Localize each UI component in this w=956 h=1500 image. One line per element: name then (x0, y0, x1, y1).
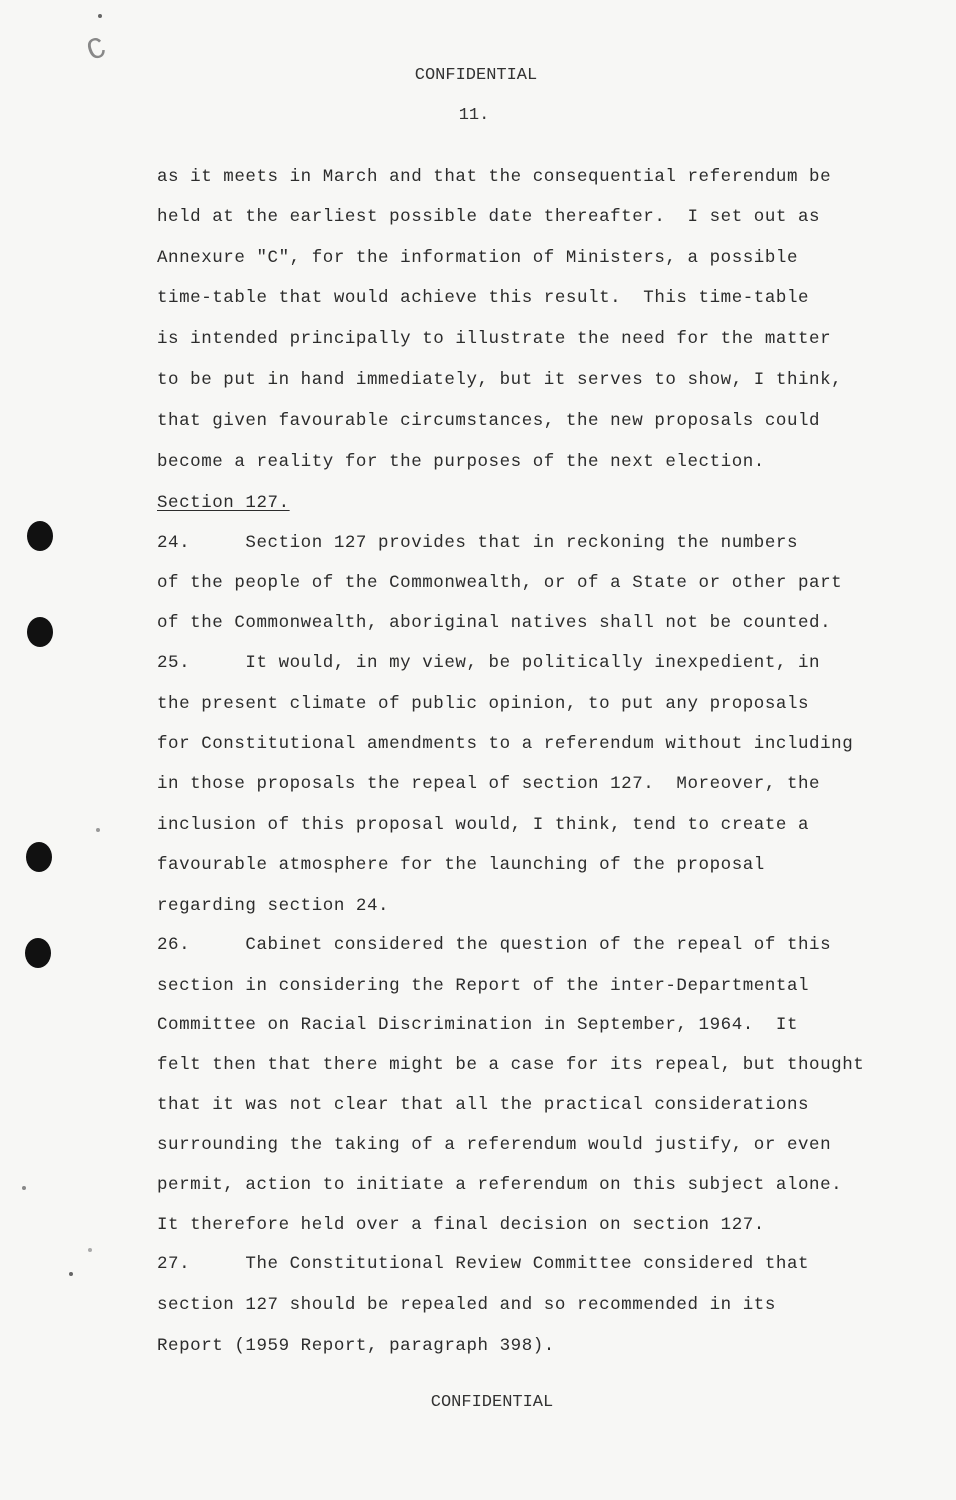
punch-hole (26, 842, 52, 872)
text-line: regarding section 24. (157, 896, 390, 916)
text-line: become a reality for the purposes of the next election. (157, 452, 765, 472)
section-heading-text: Section 127. (157, 493, 290, 513)
text-line: section in considering the Report of the inter-Departmental (157, 976, 810, 996)
text-line: felt then that there might be a case for its repeal, but thought (157, 1055, 865, 1075)
text-line: that it was not clear that all the practical considerations (157, 1095, 810, 1115)
punch-hole (27, 617, 53, 647)
text-line: held at the earliest possible date thereafter. I set out as (157, 207, 821, 227)
speck (22, 1186, 26, 1190)
text-line: surrounding the taking of a referendum would justify, or even (157, 1135, 832, 1155)
paragraph-26-line: 26. Cabinet considered the question of the repeal of this (157, 935, 832, 955)
paragraph-24-line: 24. Section 127 provides that in reckoning the numbers (157, 533, 798, 553)
text-line: that given favourable circumstances, the new proposals could (157, 411, 821, 431)
punch-hole (25, 938, 51, 968)
text-line: inclusion of this proposal would, I think, tend to create a (157, 815, 810, 835)
text-line: of the people of the Commonwealth, or of a State or other part (157, 573, 843, 593)
paragraph-25-line: 25. It would, in my view, be politically inexpedient, in (157, 653, 821, 673)
paragraph-27-line: 27. The Constitutional Review Committee considered that (157, 1254, 810, 1274)
text-line: permit, action to initiate a referendum on this subject alone. (157, 1175, 843, 1195)
text-line: Annexure "C", for the information of Ministers, a possible (157, 248, 798, 268)
speck (96, 828, 100, 832)
text-line: is intended principally to illustrate the need for the matter (157, 329, 832, 349)
text-line: It therefore held over a final decision on section 127. (157, 1215, 765, 1235)
speck (98, 14, 102, 18)
speck (88, 1248, 92, 1252)
header-classification: CONFIDENTIAL (414, 66, 538, 85)
text-line: Committee on Racial Discrimination in September, 1964. It (157, 1015, 798, 1035)
text-line: section 127 should be repealed and so recommended in its (157, 1295, 776, 1315)
punch-hole (27, 521, 53, 551)
text-line: for Constitutional amendments to a referendum without including (157, 734, 854, 754)
footer-classification: CONFIDENTIAL (430, 1393, 554, 1412)
corner-mark: C (82, 31, 112, 71)
text-line: the present climate of public opinion, to put any proposals (157, 694, 810, 714)
text-line: to be put in hand immediately, but it serves to show, I think, (157, 370, 843, 390)
speck (69, 1272, 73, 1276)
text-line: time-table that would achieve this result. This time-table (157, 288, 810, 308)
text-line: in those proposals the repeal of section 127. Moreover, the (157, 774, 821, 794)
text-line: as it meets in March and that the consequential referendum be (157, 167, 832, 187)
text-line: favourable atmosphere for the launching of the proposal (157, 855, 765, 875)
text-line: of the Commonwealth, aboriginal natives shall not be counted. (157, 613, 832, 633)
section-heading (157, 492, 290, 514)
text-line: Report (1959 Report, paragraph 398). (157, 1336, 555, 1356)
page-number: 11. (458, 106, 490, 125)
